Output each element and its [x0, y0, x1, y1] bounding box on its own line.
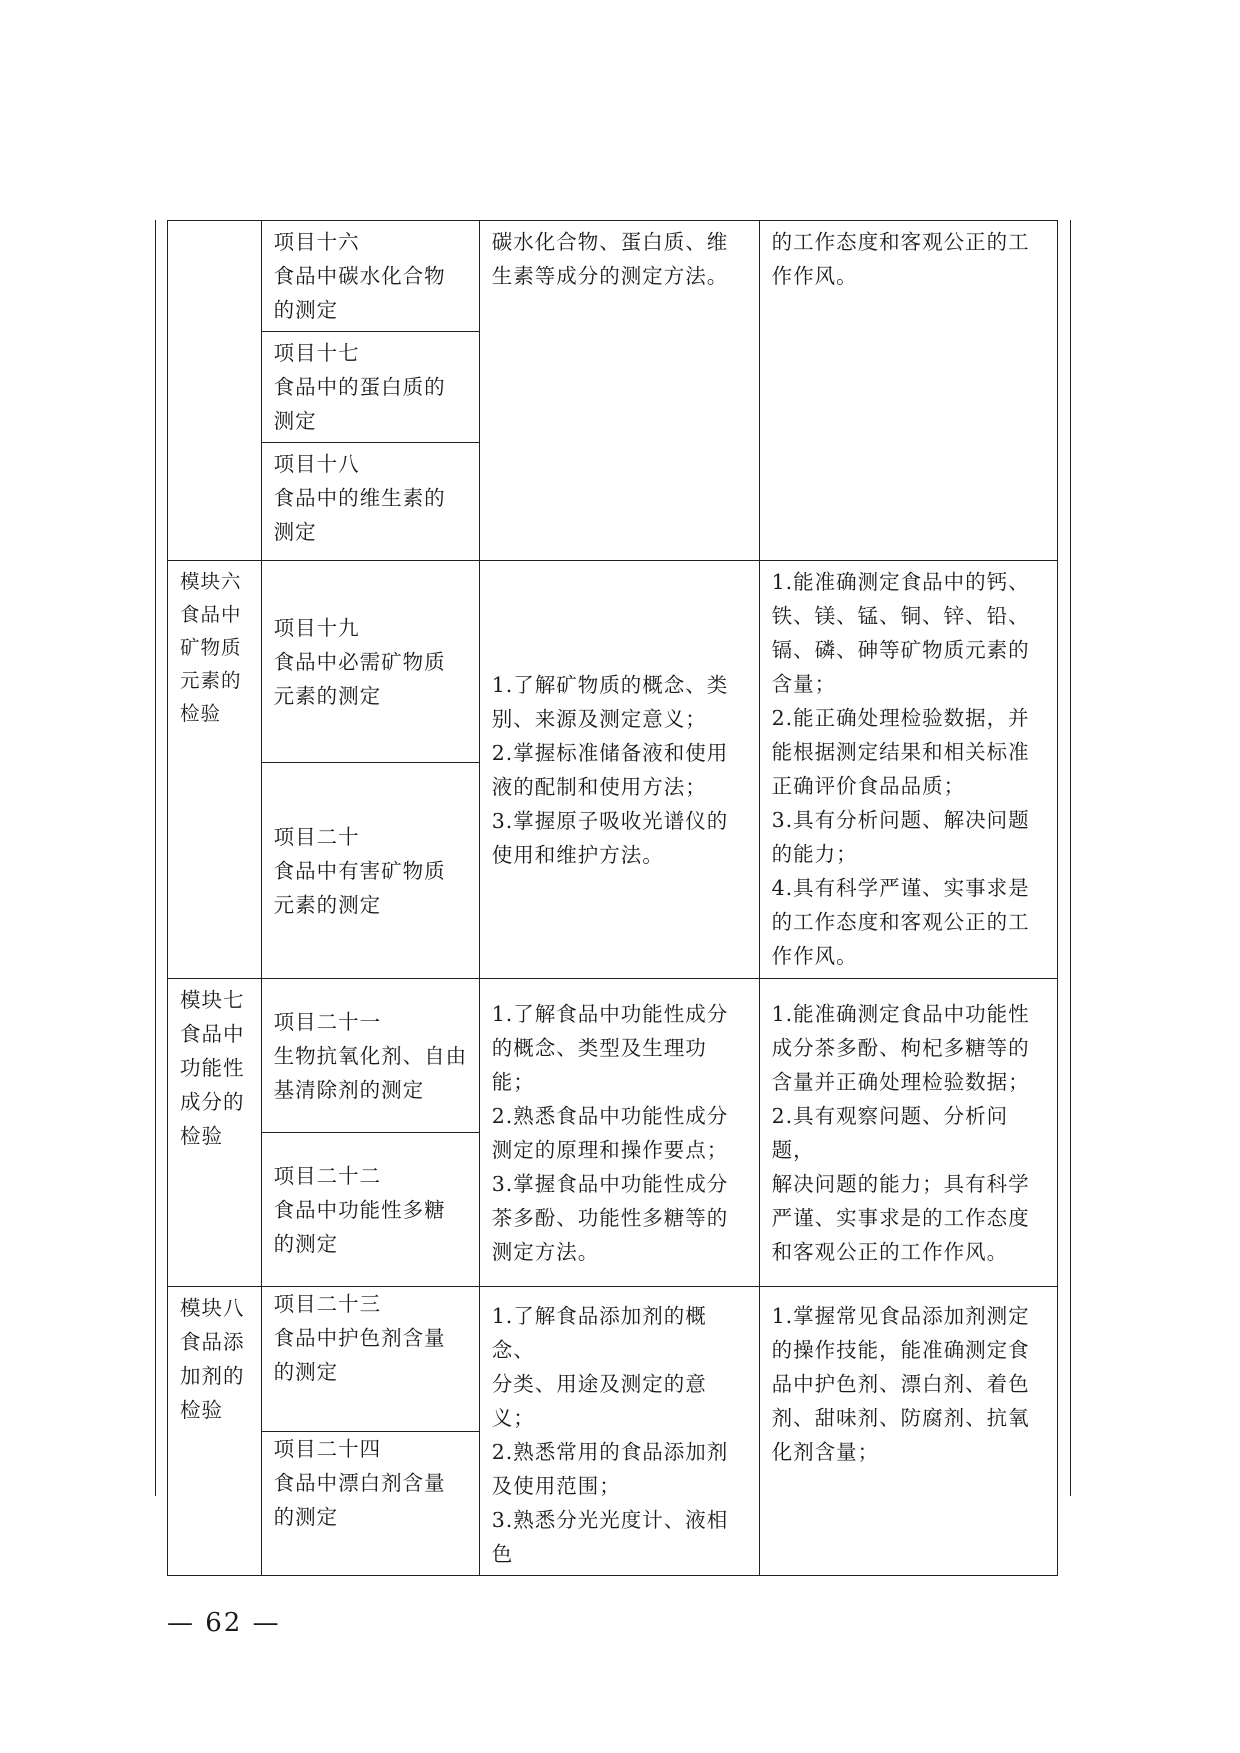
page-number: — 62 —: [167, 1608, 281, 1638]
module-line: 功能性: [180, 1056, 245, 1080]
project-line: 食品中漂白剂含量: [273, 1470, 446, 1495]
skill-line: 含量并正确处理检验数据；: [771, 1069, 1030, 1094]
knowledge-line: 的概念、类型及生理功能；: [491, 1035, 707, 1094]
knowledge-line: 1.了解食品中功能性成分: [491, 1001, 729, 1026]
skill-line: 作作风。: [771, 944, 858, 968]
project-line: 测定: [273, 409, 317, 433]
skill-line: 化剂含量；: [771, 1440, 880, 1464]
module-line: 加剂的: [180, 1364, 245, 1388]
knowledge-line: 测定方法。: [491, 1239, 600, 1264]
skill-line: 3.具有分析问题、解决问题: [771, 808, 1030, 832]
knowledge-cell: [479, 561, 759, 979]
module-line: 食品添: [180, 1330, 245, 1354]
module-line: 元素的: [180, 669, 242, 692]
project-line: 的测定: [273, 1231, 339, 1256]
skill-line: 4.具有科学严谨、实事求是: [771, 876, 1030, 900]
module-line: 食品中: [180, 1022, 245, 1046]
skill-line: 和客观公正的工作作风。: [771, 1239, 1009, 1264]
project-line: 项目二十三: [273, 1292, 382, 1316]
knowledge-line: 别、来源及测定意义；: [491, 706, 707, 731]
module-line: 模块六: [180, 570, 242, 593]
project-line: 食品中有害矿物质: [273, 858, 446, 883]
project-cell: [261, 1133, 479, 1287]
project-cell: [261, 763, 479, 979]
project-line: 项目十八: [273, 452, 360, 476]
project-line: 食品中碳水化合物: [273, 264, 446, 288]
table-row: [168, 1287, 1058, 1432]
project-line: 食品中功能性多糖: [273, 1197, 446, 1222]
skill-line: 解决问题的能力；具有科学: [771, 1171, 1030, 1196]
project-line: 的测定: [273, 298, 339, 322]
module-line: 检验: [180, 702, 222, 725]
project-line: 项目二十: [273, 824, 360, 849]
skill-cell: [759, 221, 1057, 561]
knowledge-line: 使用和维护方法。: [491, 842, 664, 867]
knowledge-cell: [479, 221, 759, 561]
table-right-margin-line: [1070, 220, 1071, 1496]
project-cell: [261, 1431, 479, 1576]
knowledge-line: 及使用范围；: [491, 1474, 621, 1498]
module-cell: [168, 979, 262, 1287]
knowledge-line: 3.熟悉分光光度计、液相色: [491, 1508, 729, 1566]
knowledge-line: 3.掌握食品中功能性成分: [491, 1171, 729, 1196]
module-line: 检验: [180, 1124, 223, 1148]
project-line: 项目十七: [273, 341, 360, 365]
knowledge-line: 2.熟悉食品中功能性成分: [491, 1103, 729, 1128]
project-line: 食品中必需矿物质: [273, 649, 446, 674]
knowledge-line: 2.熟悉常用的食品添加剂: [491, 1440, 729, 1464]
skill-line: 铁、镁、锰、铜、锌、铅、: [771, 604, 1030, 628]
knowledge-line: 碳水化合物、蛋白质、维: [491, 230, 729, 254]
knowledge-line: 1.了解食品添加剂的概念、: [491, 1304, 707, 1362]
skill-cell: [759, 1287, 1057, 1576]
project-line: 食品中的维生素的: [273, 486, 446, 510]
skill-cell: [759, 561, 1057, 979]
skill-line: 2.能正确处理检验数据，并: [771, 706, 1030, 730]
table-row: [168, 979, 1058, 1133]
project-line: 食品中护色剂含量: [273, 1326, 446, 1350]
project-cell: [261, 561, 479, 763]
module-cell: [168, 561, 262, 979]
table-row: [168, 561, 1058, 763]
knowledge-cell: [479, 1287, 759, 1576]
knowledge-line: 茶多酚、功能性多糖等的: [491, 1205, 729, 1230]
knowledge-line: 3.掌握原子吸收光谱仪的: [491, 808, 729, 833]
knowledge-line: 测定的原理和操作要点；: [491, 1137, 729, 1162]
skill-line: 作作风。: [771, 264, 858, 288]
module-line: 矿物质: [180, 636, 242, 659]
module-line: 模块八: [180, 1296, 245, 1320]
knowledge-line: 液的配制和使用方法；: [491, 774, 707, 799]
skill-line: 镉、磷、砷等矿物质元素的: [771, 638, 1030, 662]
skill-line: 的操作技能，能准确测定食: [771, 1338, 1030, 1362]
knowledge-line: 2.掌握标准储备液和使用: [491, 740, 729, 765]
skill-line: 的工作态度和客观公正的工: [771, 910, 1030, 934]
project-line: 元素的测定: [273, 683, 382, 708]
course-content-table: [167, 220, 1058, 1576]
skill-line: 品中护色剂、漂白剂、着色: [771, 1372, 1030, 1396]
skill-line: 能根据测定结果和相关标准: [771, 740, 1030, 764]
module-line: 检验: [180, 1398, 223, 1422]
module-cell: [168, 1287, 262, 1576]
project-line: 项目二十一: [273, 1009, 382, 1034]
skill-line: 1.能准确测定食品中功能性: [771, 1001, 1030, 1026]
skill-line: 的工作态度和客观公正的工: [771, 230, 1030, 254]
project-cell: [261, 443, 479, 561]
module-line: 食品中: [180, 603, 242, 626]
project-line: 元素的测定: [273, 892, 382, 917]
skill-line: 的能力；: [771, 842, 858, 866]
skill-line: 成分茶多酚、枸杞多糖等的: [771, 1035, 1030, 1060]
project-line: 的测定: [273, 1360, 339, 1384]
project-line: 食品中的蛋白质的: [273, 375, 446, 399]
project-cell: [261, 1287, 479, 1432]
knowledge-line: 分类、用途及测定的意义；: [491, 1372, 707, 1430]
project-line: 测定: [273, 520, 317, 544]
project-line: 生物抗氧化剂、自由: [273, 1043, 468, 1068]
project-line: 基清除剂的测定: [273, 1077, 425, 1102]
project-line: 项目二十二: [273, 1163, 382, 1188]
module-line: 模块七: [180, 988, 245, 1012]
project-cell: [261, 221, 479, 332]
module-line: 成分的: [180, 1090, 245, 1114]
skill-line: 2.具有观察问题、分析问题，: [771, 1103, 1009, 1162]
table-left-margin-line: [155, 220, 156, 1496]
project-line: 项目十九: [273, 615, 360, 640]
project-line: 的测定: [273, 1504, 339, 1529]
project-cell: [261, 332, 479, 443]
skill-cell: [759, 979, 1057, 1287]
project-line: 项目二十四: [273, 1436, 382, 1461]
skill-line: 含量；: [771, 672, 837, 696]
project-cell: [261, 979, 479, 1133]
knowledge-line: 生素等成分的测定方法。: [491, 264, 729, 288]
knowledge-cell: [479, 979, 759, 1287]
skill-line: 严谨、实事求是的工作态度: [771, 1205, 1030, 1230]
knowledge-line: 1.了解矿物质的概念、类: [491, 672, 729, 697]
project-line: 项目十六: [273, 230, 360, 254]
module-cell: [168, 221, 262, 561]
skill-line: 剂、甜味剂、防腐剂、抗氧: [771, 1406, 1030, 1430]
skill-line: 1.掌握常见食品添加剂测定: [771, 1304, 1030, 1328]
skill-line: 1.能准确测定食品中的钙、: [771, 570, 1030, 594]
skill-line: 正确评价食品品质；: [771, 774, 966, 798]
table-row: [168, 221, 1058, 332]
